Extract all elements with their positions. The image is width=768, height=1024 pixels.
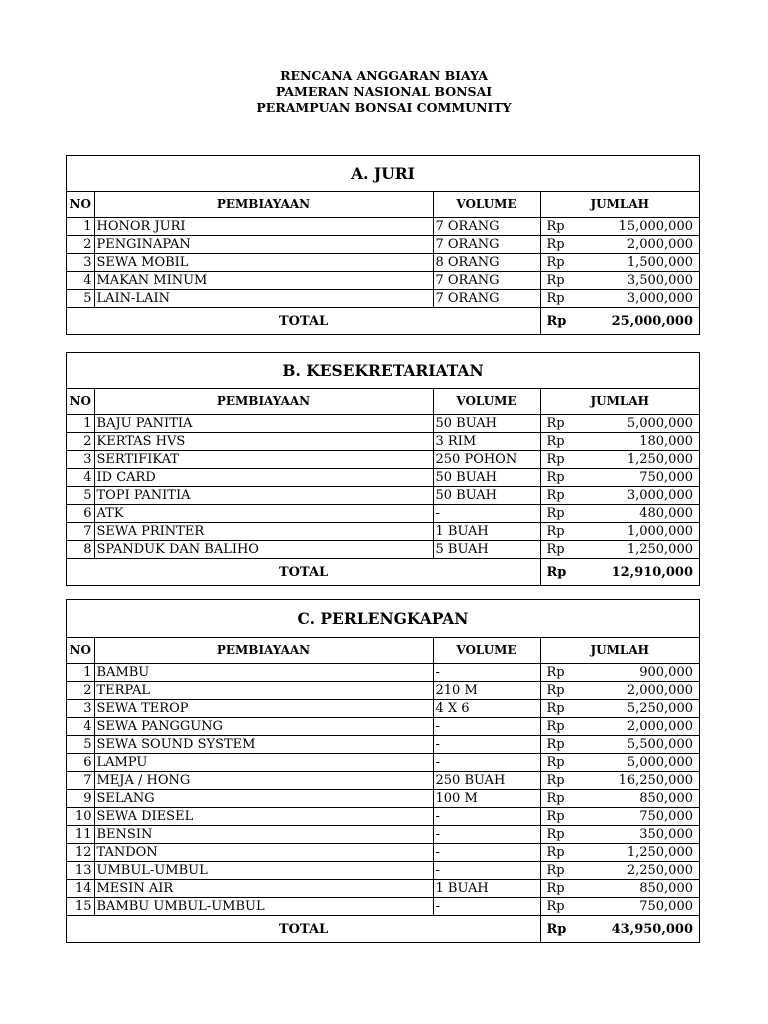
table-row	[67, 772, 699, 790]
row-currency: Rp	[540, 772, 566, 790]
row-number: 4	[67, 272, 94, 290]
row-number: 2	[67, 433, 94, 451]
row-currency: Rp	[540, 451, 566, 469]
column-header-item: PEMBIAYAAN	[94, 389, 433, 415]
row-currency: Rp	[540, 469, 566, 487]
table-row	[67, 541, 699, 559]
row-number: 4	[67, 469, 94, 487]
total-label: TOTAL	[67, 916, 540, 943]
row-amount: 3,000,000	[566, 487, 699, 505]
row-currency: Rp	[540, 844, 566, 862]
table-row	[67, 523, 699, 541]
row-number: 5	[67, 487, 94, 505]
row-amount: 2,250,000	[566, 862, 699, 880]
row-item: SEWA PANGGUNG	[94, 718, 433, 736]
row-currency: Rp	[540, 808, 566, 826]
row-item: BAMBU UMBUL-UMBUL	[94, 898, 433, 916]
table-row	[67, 754, 699, 772]
row-volume: 1 BUAH	[433, 523, 540, 541]
row-item: LAMPU	[94, 754, 433, 772]
row-number: 7	[67, 772, 94, 790]
section-title: B. KESEKRETARIATAN	[67, 353, 699, 389]
row-currency: Rp	[540, 272, 566, 290]
row-amount: 16,250,000	[566, 772, 699, 790]
row-volume: -	[433, 826, 540, 844]
row-item: PENGINAPAN	[94, 236, 433, 254]
row-amount: 180,000	[566, 433, 699, 451]
row-volume: 7 ORANG	[433, 272, 540, 290]
row-volume: 50 BUAH	[433, 469, 540, 487]
row-currency: Rp	[540, 523, 566, 541]
row-number: 3	[67, 451, 94, 469]
table-row	[67, 469, 699, 487]
table-row	[67, 664, 699, 682]
row-number: 4	[67, 718, 94, 736]
row-item: TANDON	[94, 844, 433, 862]
row-item: MESIN AIR	[94, 880, 433, 898]
row-number: 1	[67, 664, 94, 682]
row-volume: 250 BUAH	[433, 772, 540, 790]
row-item: SELANG	[94, 790, 433, 808]
table-row	[67, 808, 699, 826]
row-number: 11	[67, 826, 94, 844]
column-header-volume: VOLUME	[433, 638, 540, 664]
row-number: 8	[67, 541, 94, 559]
column-header-volume: VOLUME	[433, 389, 540, 415]
table-header-row	[67, 638, 699, 664]
row-volume: 210 M	[433, 682, 540, 700]
total-amount: 25,000,000	[566, 308, 699, 335]
row-volume: -	[433, 718, 540, 736]
row-amount: 750,000	[566, 469, 699, 487]
row-item: BENSIN	[94, 826, 433, 844]
row-currency: Rp	[540, 290, 566, 308]
header-line-3: PERAMPUAN BONSAI COMMUNITY	[256, 100, 512, 115]
row-number: 2	[67, 236, 94, 254]
row-item: KERTAS HVS	[94, 433, 433, 451]
row-currency: Rp	[540, 736, 566, 754]
row-volume: -	[433, 862, 540, 880]
row-item: SERTIFIKAT	[94, 451, 433, 469]
row-amount: 2,000,000	[566, 236, 699, 254]
budget-table	[67, 192, 699, 334]
table-row	[67, 218, 699, 236]
total-row	[67, 308, 699, 335]
row-amount: 5,000,000	[566, 754, 699, 772]
row-item: SEWA TEROP	[94, 700, 433, 718]
column-header-no: NO	[67, 192, 94, 218]
column-header-amount: JUMLAH	[540, 389, 699, 415]
row-amount: 850,000	[566, 880, 699, 898]
row-item: BAMBU	[94, 664, 433, 682]
table-row	[67, 254, 699, 272]
row-amount: 900,000	[566, 664, 699, 682]
row-number: 1	[67, 218, 94, 236]
row-amount: 350,000	[566, 826, 699, 844]
row-number: 7	[67, 523, 94, 541]
row-item: TOPI PANITIA	[94, 487, 433, 505]
row-currency: Rp	[540, 505, 566, 523]
row-number: 15	[67, 898, 94, 916]
total-label: TOTAL	[67, 559, 540, 586]
table-header-row	[67, 192, 699, 218]
column-header-no: NO	[67, 389, 94, 415]
row-item: SEWA SOUND SYSTEM	[94, 736, 433, 754]
row-amount: 1,250,000	[566, 541, 699, 559]
table-row	[67, 433, 699, 451]
row-currency: Rp	[540, 433, 566, 451]
budget-section	[66, 599, 700, 943]
row-volume: 4 X 6	[433, 700, 540, 718]
row-currency: Rp	[540, 898, 566, 916]
row-number: 14	[67, 880, 94, 898]
row-item: SEWA DIESEL	[94, 808, 433, 826]
document-header	[0, 68, 768, 116]
total-label: TOTAL	[67, 308, 540, 335]
row-item: SPANDUK DAN BALIHO	[94, 541, 433, 559]
column-header-item: PEMBIAYAAN	[94, 192, 433, 218]
row-amount: 5,250,000	[566, 700, 699, 718]
row-currency: Rp	[540, 880, 566, 898]
row-item: TERPAL	[94, 682, 433, 700]
column-header-no: NO	[67, 638, 94, 664]
row-item: ID CARD	[94, 469, 433, 487]
table-row	[67, 451, 699, 469]
row-item: MEJA / HONG	[94, 772, 433, 790]
row-item: HONOR JURI	[94, 218, 433, 236]
budget-section	[66, 352, 700, 586]
table-row	[67, 700, 699, 718]
budget-table	[67, 638, 699, 942]
total-row	[67, 916, 699, 943]
budget-table	[67, 389, 699, 585]
row-amount: 15,000,000	[566, 218, 699, 236]
table-row	[67, 236, 699, 254]
row-number: 3	[67, 254, 94, 272]
section-title: C. PERLENGKAPAN	[67, 600, 699, 638]
row-volume: -	[433, 736, 540, 754]
column-header-item: PEMBIAYAAN	[94, 638, 433, 664]
table-header-row	[67, 389, 699, 415]
total-amount: 12,910,000	[566, 559, 699, 586]
row-item: ATK	[94, 505, 433, 523]
row-currency: Rp	[540, 541, 566, 559]
row-number: 10	[67, 808, 94, 826]
row-currency: Rp	[540, 718, 566, 736]
header-line-1: RENCANA ANGGARAN BIAYA	[280, 68, 488, 83]
row-currency: Rp	[540, 790, 566, 808]
row-volume: 250 POHON	[433, 451, 540, 469]
table-row	[67, 844, 699, 862]
table-row	[67, 718, 699, 736]
section-title: A. JURI	[67, 156, 699, 192]
row-number: 6	[67, 754, 94, 772]
row-item: SEWA PRINTER	[94, 523, 433, 541]
row-amount: 5,500,000	[566, 736, 699, 754]
total-currency: Rp	[540, 559, 566, 586]
row-volume: 100 M	[433, 790, 540, 808]
row-volume: 7 ORANG	[433, 218, 540, 236]
row-number: 3	[67, 700, 94, 718]
row-number: 1	[67, 415, 94, 433]
row-number: 2	[67, 682, 94, 700]
row-amount: 2,000,000	[566, 682, 699, 700]
row-item: LAIN-LAIN	[94, 290, 433, 308]
row-currency: Rp	[540, 826, 566, 844]
row-volume: 3 RIM	[433, 433, 540, 451]
table-row	[67, 862, 699, 880]
column-header-volume: VOLUME	[433, 192, 540, 218]
table-row	[67, 487, 699, 505]
row-amount: 1,000,000	[566, 523, 699, 541]
row-item: MAKAN MINUM	[94, 272, 433, 290]
row-volume: -	[433, 664, 540, 682]
table-row	[67, 682, 699, 700]
header-line-2: PAMERAN NASIONAL BONSAI	[275, 84, 493, 99]
row-amount: 750,000	[566, 808, 699, 826]
row-number: 6	[67, 505, 94, 523]
row-amount: 1,250,000	[566, 844, 699, 862]
row-volume: 1 BUAH	[433, 880, 540, 898]
row-number: 5	[67, 290, 94, 308]
table-row	[67, 272, 699, 290]
row-amount: 1,250,000	[566, 451, 699, 469]
row-amount: 1,500,000	[566, 254, 699, 272]
row-number: 12	[67, 844, 94, 862]
row-amount: 3,500,000	[566, 272, 699, 290]
row-currency: Rp	[540, 862, 566, 880]
row-number: 9	[67, 790, 94, 808]
column-header-amount: JUMLAH	[540, 638, 699, 664]
table-row	[67, 415, 699, 433]
total-currency: Rp	[540, 916, 566, 943]
total-row	[67, 559, 699, 586]
row-amount: 2,000,000	[566, 718, 699, 736]
row-currency: Rp	[540, 700, 566, 718]
row-item: BAJU PANITIA	[94, 415, 433, 433]
row-currency: Rp	[540, 487, 566, 505]
row-volume: -	[433, 754, 540, 772]
table-row	[67, 736, 699, 754]
row-amount: 5,000,000	[566, 415, 699, 433]
row-volume: -	[433, 898, 540, 916]
row-amount: 480,000	[566, 505, 699, 523]
row-currency: Rp	[540, 754, 566, 772]
row-volume: 50 BUAH	[433, 487, 540, 505]
row-currency: Rp	[540, 236, 566, 254]
row-currency: Rp	[540, 218, 566, 236]
table-row	[67, 898, 699, 916]
row-amount: 750,000	[566, 898, 699, 916]
table-row	[67, 505, 699, 523]
row-amount: 850,000	[566, 790, 699, 808]
row-volume: 7 ORANG	[433, 236, 540, 254]
budget-section	[66, 155, 700, 335]
row-volume: 8 ORANG	[433, 254, 540, 272]
table-row	[67, 790, 699, 808]
row-volume: -	[433, 505, 540, 523]
row-volume: 50 BUAH	[433, 415, 540, 433]
row-volume: 7 ORANG	[433, 290, 540, 308]
table-row	[67, 880, 699, 898]
table-row	[67, 290, 699, 308]
table-row	[67, 826, 699, 844]
row-volume: 5 BUAH	[433, 541, 540, 559]
row-volume: -	[433, 808, 540, 826]
total-currency: Rp	[540, 308, 566, 335]
total-amount: 43,950,000	[566, 916, 699, 943]
row-item: SEWA MOBIL	[94, 254, 433, 272]
row-item: UMBUL-UMBUL	[94, 862, 433, 880]
row-currency: Rp	[540, 682, 566, 700]
row-number: 5	[67, 736, 94, 754]
column-header-amount: JUMLAH	[540, 192, 699, 218]
row-currency: Rp	[540, 415, 566, 433]
row-amount: 3,000,000	[566, 290, 699, 308]
row-currency: Rp	[540, 664, 566, 682]
row-number: 13	[67, 862, 94, 880]
row-currency: Rp	[540, 254, 566, 272]
row-volume: -	[433, 844, 540, 862]
